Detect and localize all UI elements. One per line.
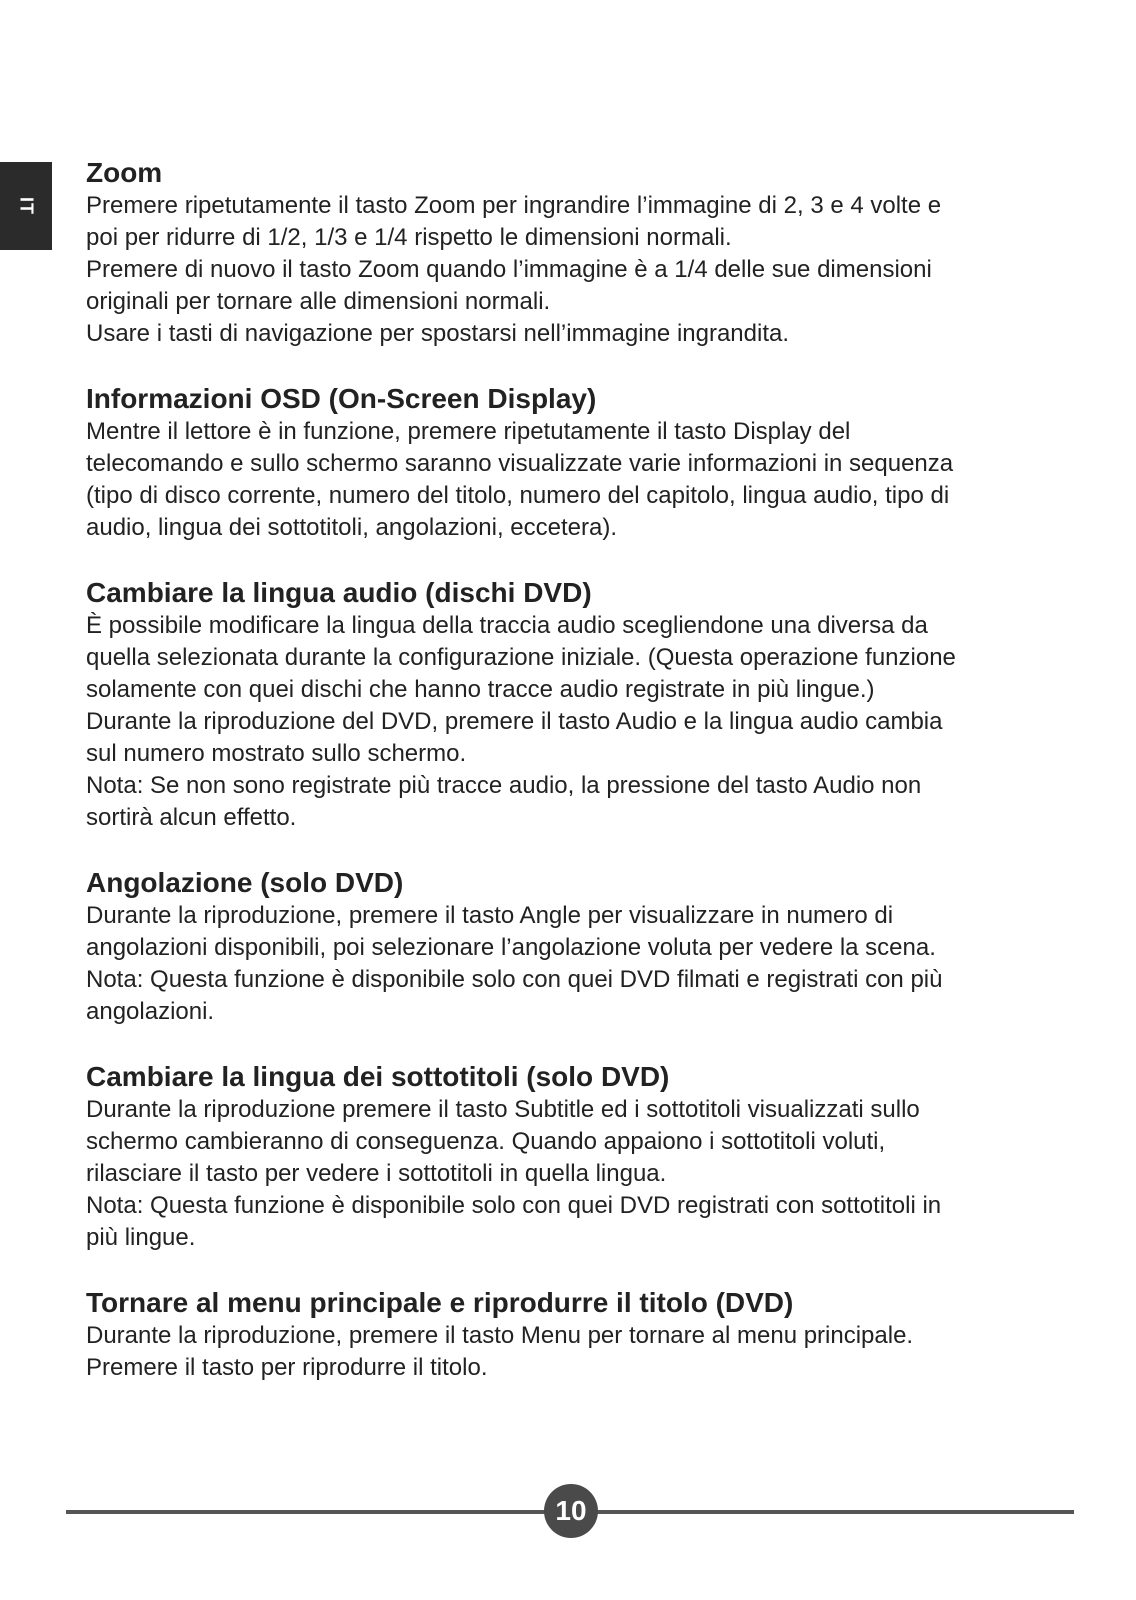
section-audio-language [86, 576, 1086, 834]
section-body [86, 416, 1086, 544]
section-body [86, 1320, 1086, 1384]
body-line: poi per ridurre di 1/2, 1/3 e 1/4 rispetto le dimensioni normali. [86, 224, 732, 251]
body-line: solamente con quei dischi che hanno tracce audio registrate in più lingue.) [86, 676, 875, 703]
section-body [86, 190, 1086, 350]
body-line: Premere il tasto per riprodurre il titolo. [86, 1354, 488, 1381]
section-zoom [86, 156, 1086, 350]
page-content [86, 156, 1086, 1416]
body-line: sortirà alcun effetto. [86, 804, 297, 831]
body-line: Nota: Questa funzione è disponibile solo con quei DVD filmati e registrati con più [86, 966, 943, 993]
body-line: Durante la riproduzione, premere il tasto Angle per visualizzare in numero di [86, 902, 894, 929]
body-line: Mentre il lettore è in funzione, premere ripetutamente il tasto Display del [86, 418, 851, 445]
body-line: Durante la riproduzione, premere il tasto Menu per tornare al menu principale. [86, 1322, 914, 1349]
body-line: Premere di nuovo il tasto Zoom quando l’immagine è a 1/4 delle sue dimensioni [86, 256, 932, 283]
body-line: Premere ripetutamente il tasto Zoom per ingrandire l’immagine di 2, 3 e 4 volte e [86, 192, 942, 219]
body-line: audio, lingua dei sottotitoli, angolazioni, eccetera). [86, 514, 617, 541]
body-line: sul numero mostrato sullo schermo. [86, 740, 467, 767]
body-line: (tipo di disco corrente, numero del titolo, numero del capitolo, lingua audio, tipo di [86, 482, 950, 509]
section-subtitle-language [86, 1060, 1086, 1254]
language-tab [0, 162, 52, 250]
section-osd-info [86, 382, 1086, 544]
section-title: Zoom [86, 157, 163, 188]
section-body [86, 900, 1086, 1028]
body-line: angolazioni disponibili, poi selezionare l’angolazione voluta per vedere la scena. [86, 934, 936, 961]
body-line: È possibile modificare la lingua della traccia audio scegliendone una diversa da [86, 612, 928, 639]
body-line: originali per tornare alle dimensioni normali. [86, 288, 551, 315]
footer-divider-left [66, 1510, 548, 1514]
section-body [86, 610, 1086, 834]
body-line: angolazioni. [86, 998, 215, 1025]
body-line: telecomando e sullo schermo saranno visualizzate varie informazioni in sequenza [86, 450, 954, 477]
section-body [86, 1094, 1086, 1254]
section-title: Cambiare la lingua audio (dischi DVD) [86, 577, 592, 608]
body-line: Nota: Questa funzione è disponibile solo con quei DVD registrati con sottotitoli in [86, 1192, 942, 1219]
section-angle [86, 866, 1086, 1028]
body-line: Usare i tasti di navigazione per spostarsi nell’immagine ingrandita. [86, 320, 790, 347]
section-title: Tornare al menu principale e riprodurre il titolo (DVD) [86, 1287, 794, 1318]
section-title: Informazioni OSD (On-Screen Display) [86, 383, 597, 414]
section-main-menu [86, 1286, 1086, 1384]
language-tab-label: IT [16, 197, 37, 215]
section-title: Angolazione (solo DVD) [86, 867, 404, 898]
body-line: rilasciare il tasto per vedere i sottotitoli in quella lingua. [86, 1160, 667, 1187]
body-line: Durante la riproduzione premere il tasto Subtitle ed i sottotitoli visualizzati sullo [86, 1096, 920, 1123]
body-line: Nota: Se non sono registrate più tracce audio, la pressione del tasto Audio non [86, 772, 922, 799]
page-number-badge: 10 [544, 1484, 598, 1538]
body-line: Durante la riproduzione del DVD, premere il tasto Audio e la lingua audio cambia [86, 708, 943, 735]
footer-divider-right [594, 1510, 1074, 1514]
section-title: Cambiare la lingua dei sottotitoli (solo DVD) [86, 1061, 670, 1092]
body-line: quella selezionata durante la configurazione iniziale. (Questa operazione funzione [86, 644, 956, 671]
body-line: schermo cambieranno di conseguenza. Quando appaiono i sottotitoli voluti, [86, 1128, 886, 1155]
body-line: più lingue. [86, 1224, 196, 1251]
